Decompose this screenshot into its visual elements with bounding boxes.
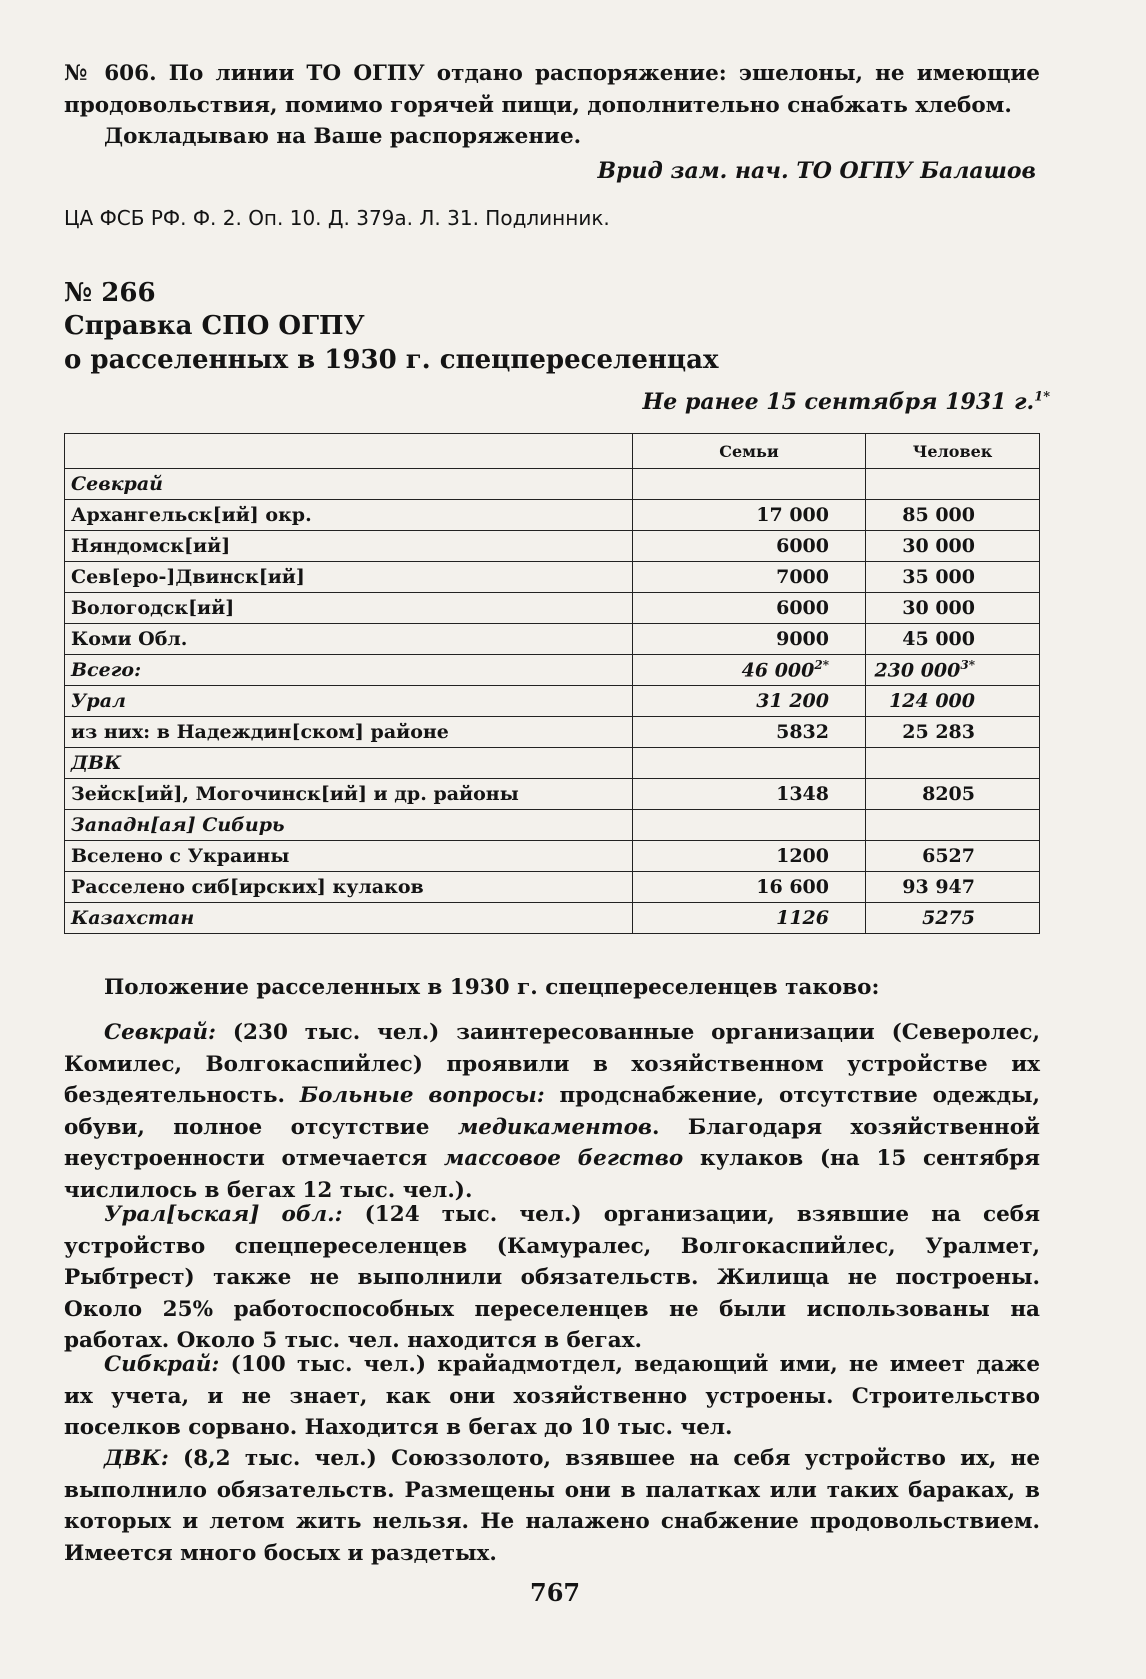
- row-people: 25 283: [866, 717, 1040, 748]
- total-families-note: 2*: [814, 658, 829, 673]
- row-label: Вселено с Украины: [65, 841, 633, 872]
- signature: Врид зам. нач. ТО ОГПУ Балашов: [597, 158, 1036, 184]
- document-date-text: Не ранее 15 сентября 1931 г.: [642, 389, 1035, 415]
- row-label: Коми Обл.: [65, 624, 633, 655]
- sevkray-text-3: . Благодаря хозяйственной неустроенности отмечается: [64, 1114, 1040, 1171]
- archive-source: ЦА ФСБ РФ. Ф. 2. Оп. 10. Д. 379а. Л. 31. Подлинник.: [64, 206, 610, 230]
- document-title-line-2: о расселенных в 1930 г. спецпереселенцах: [64, 345, 719, 375]
- table-row: [65, 748, 1040, 779]
- total-people-value: 230 000: [874, 659, 961, 682]
- sevkray-text-2: продснабжение, отсутствие одежды, обуви, полное отсутствие: [64, 1083, 1041, 1140]
- table-row: [65, 469, 1040, 500]
- row-families: 6000: [633, 593, 866, 624]
- row-label: Севкрай: [65, 469, 633, 500]
- row-people: [866, 810, 1040, 841]
- row-families: 31 200: [633, 686, 866, 717]
- sevkray-em-1: медикаментов: [457, 1114, 653, 1140]
- document-title-line-1: Справка СПО ОГПУ: [64, 311, 365, 341]
- row-families: 1348: [633, 779, 866, 810]
- intro-text: Положение расселенных в 1930 г. спецпереселенцев таково:: [104, 975, 880, 1000]
- row-people: 35 000: [866, 562, 1040, 593]
- sibkray-label: Сибкрай:: [104, 1352, 220, 1377]
- row-label: Зейск[ий], Могочинск[ий] и др. районы: [65, 779, 633, 810]
- page-number: 767: [530, 1578, 581, 1607]
- table-row: [65, 531, 1040, 562]
- paragraph-report: [64, 121, 1040, 153]
- row-people: 30 000: [866, 531, 1040, 562]
- settlers-table: [64, 433, 1040, 934]
- row-people: 8205: [866, 779, 1040, 810]
- row-label: Всего:: [65, 655, 633, 686]
- row-people: [866, 469, 1040, 500]
- document-date-note: 1*: [1034, 389, 1050, 405]
- row-label: Казахстан: [65, 903, 633, 934]
- paragraph-ural: [64, 1199, 1040, 1357]
- sevkray-label: Севкрай:: [104, 1020, 216, 1045]
- table-row: [65, 841, 1040, 872]
- sevkray-text-1: (230 тыс. чел.) заинтересованные организации (Северолес, Комилес, Волгокаспийлес) проявили в хозяйственном устройстве их бездеятельность.: [64, 1020, 1040, 1108]
- table-row: [65, 903, 1040, 934]
- header-families: Семьи: [633, 434, 866, 469]
- row-families: 1126: [633, 903, 866, 934]
- row-label: Вологодск[ий]: [65, 593, 633, 624]
- total-people-note: 3*: [960, 658, 975, 673]
- table-row: [65, 872, 1040, 903]
- row-label: Урал: [65, 686, 633, 717]
- dvk-text: (8,2 тыс. чел.) Союззолото, взявшее на себя устройство их, не выполнило обязательств. Размещены они в палатках или таких бараках, в которых и летом жить нельзя. Не налажено снабжение продовольствием. Имеется много босых и раздетых.: [64, 1446, 1040, 1566]
- row-families: 5832: [633, 717, 866, 748]
- row-families: 6000: [633, 531, 866, 562]
- table-row: [65, 562, 1040, 593]
- row-families: [633, 810, 866, 841]
- row-label: из них: в Надеждин[ском] районе: [65, 717, 633, 748]
- header-region: [65, 434, 633, 469]
- table-row: [65, 717, 1040, 748]
- row-label: Няндомск[ий]: [65, 531, 633, 562]
- sevkray-em-2: массовое бегство: [443, 1146, 684, 1171]
- sevkray-label-2: Больные вопросы:: [299, 1083, 545, 1108]
- row-people: 5275: [866, 903, 1040, 934]
- row-families: [633, 748, 866, 779]
- paragraph-sevkray: [64, 1017, 1040, 1206]
- row-families: 7000: [633, 562, 866, 593]
- row-people: 6527: [866, 841, 1040, 872]
- ural-text: (124 тыс. чел.) организации, взявшие на себя устройство спецпереселенцев (Камуралес, Волгокаспийлес, Уралмет, Рыбтрест) также не выполнили обязательств. Жилища не построены. Около 25% работоспособных переселенцев не были использованы на работах. Около 5 тыс. чел. находится в бегах.: [64, 1202, 1040, 1353]
- document-title: [64, 309, 718, 377]
- row-people: [866, 655, 1040, 686]
- paragraph-report-text: Докладываю на Ваше распоряжение.: [104, 124, 582, 149]
- table-row: [65, 686, 1040, 717]
- row-people: 93 947: [866, 872, 1040, 903]
- header-people: Человек: [866, 434, 1040, 469]
- table-row: [65, 500, 1040, 531]
- row-label: Сев[еро-]Двинск[ий]: [65, 562, 633, 593]
- table-row: [65, 810, 1040, 841]
- sevkray-text-4: кулаков (на 15 сентября числилось в бегах 12 тыс. чел.).: [64, 1146, 1040, 1203]
- table-row-total: [65, 655, 1040, 686]
- table-row: [65, 593, 1040, 624]
- row-label: ДВК: [65, 748, 633, 779]
- table-header-row: [65, 434, 1040, 469]
- row-families: 9000: [633, 624, 866, 655]
- sibkray-text: (100 тыс. чел.) крайадмотдел, ведающий ими, не имеет даже их учета, и не знает, как они хозяйственно устроены. Строительство поселков сорвано. Находится в бегах до 10 тыс. чел.: [64, 1352, 1040, 1440]
- row-label: Архангельск[ий] окр.: [65, 500, 633, 531]
- row-people: 45 000: [866, 624, 1040, 655]
- row-families: 16 600: [633, 872, 866, 903]
- row-people: 85 000: [866, 500, 1040, 531]
- table-row: [65, 624, 1040, 655]
- row-families: [633, 655, 866, 686]
- row-people: 30 000: [866, 593, 1040, 624]
- paragraph-intro: [64, 972, 1040, 1004]
- row-families: 1200: [633, 841, 866, 872]
- paragraph-606: [64, 58, 1040, 121]
- paragraph-dvk: [64, 1443, 1040, 1569]
- paragraph-sibkray: [64, 1349, 1040, 1444]
- row-people: 124 000: [866, 686, 1040, 717]
- document-number: № 266: [64, 278, 156, 308]
- ural-label: Урал[ьская] обл.:: [104, 1202, 343, 1227]
- paragraph-606-text: № 606. По линии ТО ОГПУ отдано распоряжение: эшелоны, не имеющие продовольствия, помимо горячей пищи, дополнительно снабжать хлебом.: [64, 61, 1040, 118]
- dvk-label: ДВК:: [104, 1446, 169, 1471]
- row-label: Расселено сиб[ирских] кулаков: [65, 872, 633, 903]
- row-label: Западн[ая] Сибирь: [65, 810, 633, 841]
- row-families: 17 000: [633, 500, 866, 531]
- table-row: [65, 779, 1040, 810]
- row-families: [633, 469, 866, 500]
- document-date: [643, 389, 1050, 415]
- total-families-value: 46 000: [741, 659, 815, 682]
- row-people: [866, 748, 1040, 779]
